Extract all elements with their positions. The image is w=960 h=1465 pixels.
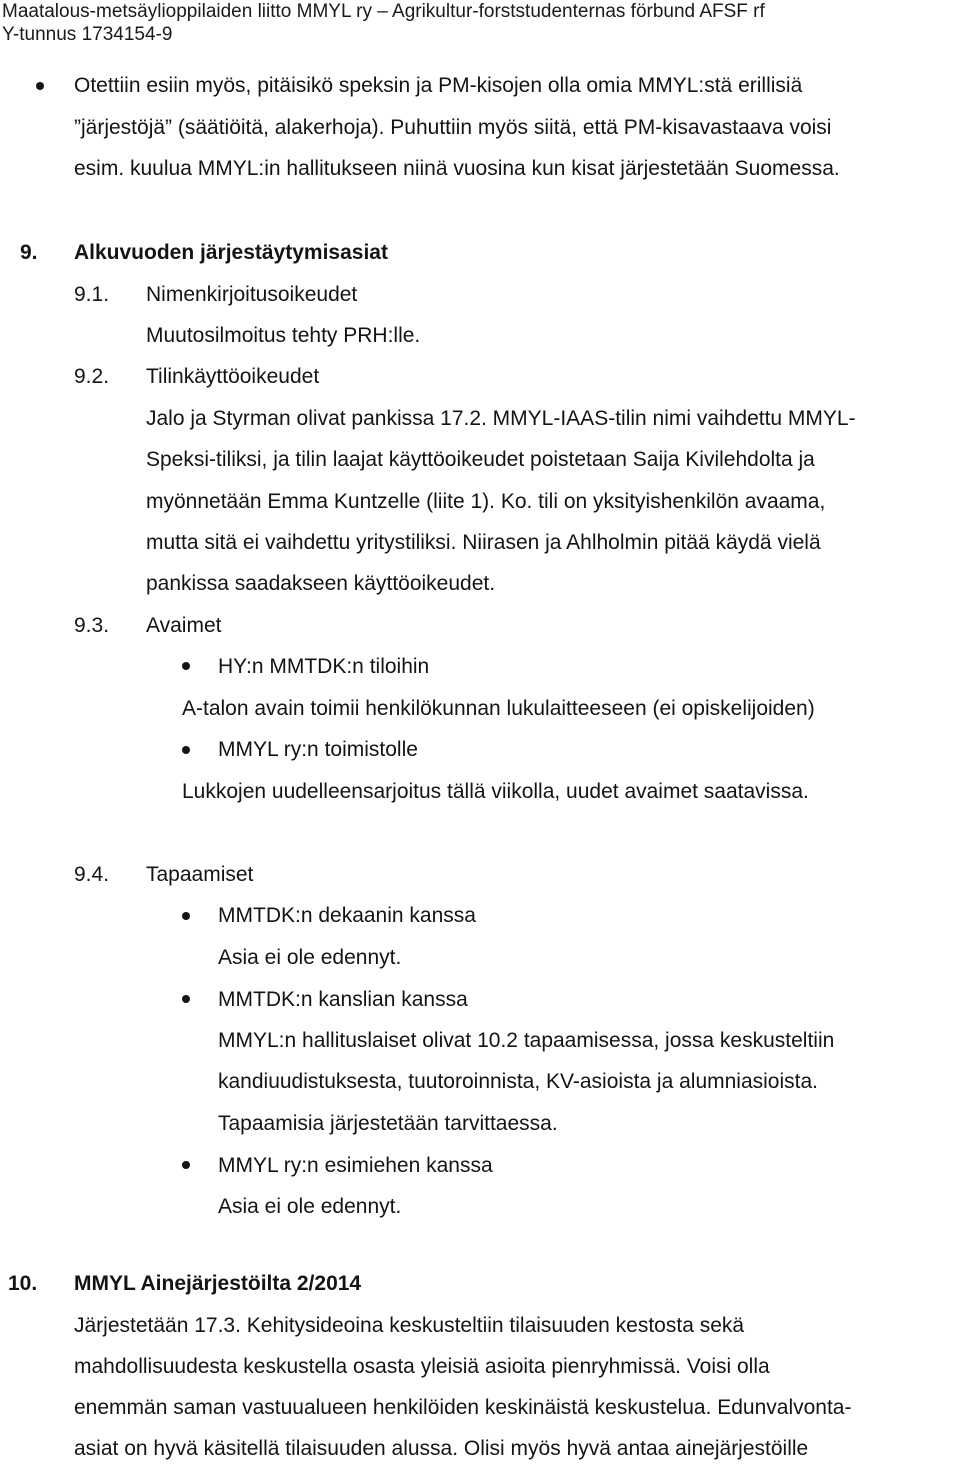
section-9-2-title: Tilinkäyttöoikeudet xyxy=(146,365,320,388)
section-9-title: Alkuvuoden järjestäytymisasiat xyxy=(74,241,388,264)
document-header xyxy=(2,0,765,46)
section-10-line-1: Järjestetään 17.3. Kehitysideoina keskusteltiin tilaisuuden kestosta sekä xyxy=(74,1314,745,1337)
header-business-id: Y-tunnus 1734154-9 xyxy=(2,24,173,45)
bullet-icon xyxy=(182,662,190,670)
section-9-4-text-2-line-1: MMYL:n hallituslaiset olivat 10.2 tapaamisessa, jossa keskusteltiin xyxy=(218,1029,835,1052)
bullet-icon xyxy=(36,82,44,90)
section-9-3-bullet-2: MMYL ry:n toimistolle xyxy=(218,738,418,761)
bullet-icon xyxy=(182,995,190,1003)
section-9-4-bullet-3: MMYL ry:n esimiehen kanssa xyxy=(218,1154,493,1177)
section-9-3-title: Avaimet xyxy=(146,614,222,637)
section-9-3-number: 9.3. xyxy=(74,614,110,637)
section-9-3-text-2: Lukkojen uudelleensarjoitus tällä viikolla, uudet avaimet saatavissa. xyxy=(182,780,809,803)
section-9-number: 9. xyxy=(20,241,38,264)
intro-line-3: esim. kuulua MMYL:in hallitukseen niinä vuosina kun kisat järjestetään Suomessa. xyxy=(74,157,840,180)
section-9-4-text-3: Asia ei ole edennyt. xyxy=(218,1195,402,1218)
section-9-1-title: Nimenkirjoitusoikeudet xyxy=(146,283,358,306)
section-9-2-line-4: mutta sitä ei vaihdettu yritystiliksi. Niirasen ja Ahlholmin pitää käydä vielä xyxy=(146,531,821,554)
section-9-1-text: Muutosilmoitus tehty PRH:lle. xyxy=(146,324,421,347)
section-10-title: MMYL Ainejärjestöilta 2/2014 xyxy=(74,1272,362,1295)
section-9-4-text-2-line-3: Tapaamisia järjestetään tarvittaessa. xyxy=(218,1112,558,1135)
section-9-4-title: Tapaamiset xyxy=(146,863,254,886)
section-9-4-number: 9.4. xyxy=(74,863,110,886)
intro-line-1: Otettiin esiin myös, pitäisikö speksin ja PM-kisojen olla omia MMYL:stä erillisiä xyxy=(74,74,803,97)
section-9-2-line-1: Jalo ja Styrman olivat pankissa 17.2. MMYL-IAAS-tilin nimi vaihdettu MMYL- xyxy=(146,407,856,430)
section-9-3-text-1: A-talon avain toimii henkilökunnan lukulaitteeseen (ei opiskelijoiden) xyxy=(182,697,815,720)
section-10-number: 10. xyxy=(8,1272,38,1295)
section-9-4-bullet-1: MMTDK:n dekaanin kanssa xyxy=(218,904,476,927)
section-9-2-line-5: pankissa saadakseen käyttöoikeudet. xyxy=(146,572,496,595)
section-10-line-4: asiat on hyvä käsitellä tilaisuuden alussa. Olisi myös hyvä antaa ainejärjestöille xyxy=(74,1437,809,1460)
intro-line-2: ”järjestöjä” (säätiöitä, alakerhoja). Puhuttiin myös siitä, että PM-kisavastaava voisi xyxy=(74,116,832,139)
section-10-line-3: enemmän saman vastuualueen henkilöiden keskinäistä keskustelua. Edunvalvonta- xyxy=(74,1396,852,1419)
section-9-4-text-1: Asia ei ole edennyt. xyxy=(218,946,402,969)
section-9-2-line-2: Speksi-tiliksi, ja tilin laajat käyttöoikeudet poistetaan Saija Kivilehdolta ja xyxy=(146,448,815,471)
bullet-icon xyxy=(182,1161,190,1169)
section-9-3-bullet-1: HY:n MMTDK:n tiloihin xyxy=(218,655,430,678)
section-9-2-number: 9.2. xyxy=(74,365,110,388)
bullet-icon xyxy=(182,912,190,920)
header-organization: Maatalous-metsäylioppilaiden liitto MMYL ry – Agrikultur-forststudenternas förbund AFSF rf xyxy=(2,1,765,22)
bullet-icon xyxy=(182,746,190,754)
section-9-4-bullet-2: MMTDK:n kanslian kanssa xyxy=(218,988,468,1011)
section-9-4-text-2-line-2: kandiuudistuksesta, tuutoroinnista, KV-asioista ja alumniasioista. xyxy=(218,1070,818,1093)
section-9-2-line-3: myönnetään Emma Kuntzelle (liite 1). Ko. tili on yksityishenkilön avaama, xyxy=(146,490,826,513)
section-9-1-number: 9.1. xyxy=(74,283,110,306)
section-10-line-2: mahdollisuudesta keskustella osasta yleisiä asioita pienryhmissä. Voisi olla xyxy=(74,1355,770,1378)
